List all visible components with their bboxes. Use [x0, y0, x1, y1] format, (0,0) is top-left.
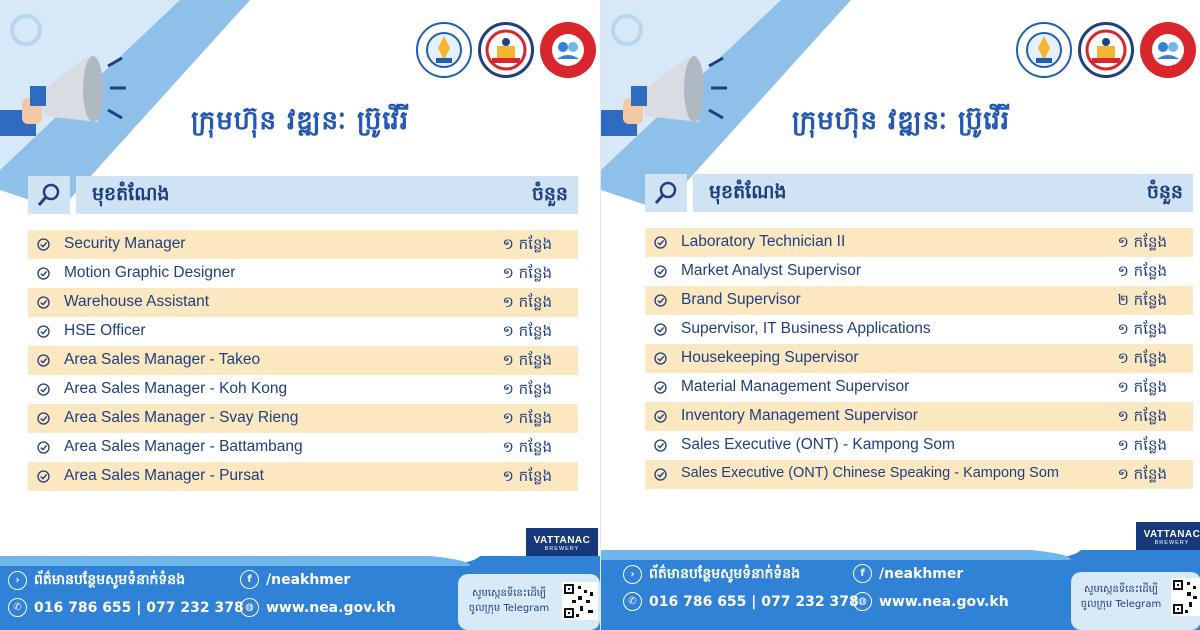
check-circle-icon — [654, 410, 667, 423]
check-circle-icon — [654, 439, 667, 452]
check-circle-icon — [654, 323, 667, 336]
nea-seal-icon — [478, 22, 534, 78]
youth-logo-icon — [1140, 22, 1196, 78]
facebook-link[interactable]: /neakhmer — [266, 571, 351, 588]
position-name: Material Management Supervisor — [681, 378, 910, 395]
youth-logo-icon — [540, 22, 596, 78]
globe-icon: ◍ — [240, 598, 259, 617]
footer — [601, 550, 1200, 630]
info-line — [623, 564, 800, 585]
ministry-seal-icon — [416, 22, 472, 78]
position-count: ១ កន្លែង — [1117, 407, 1167, 425]
list-item — [28, 404, 578, 433]
position-count: ១ កន្លែង — [1117, 320, 1167, 338]
nea-seal-icon — [1078, 22, 1134, 78]
list-item — [28, 230, 578, 259]
position-name: Security Manager — [64, 235, 186, 252]
facebook-icon: f — [240, 570, 259, 589]
check-circle-icon — [654, 381, 667, 394]
facebook-link[interactable]: /neakhmer — [879, 565, 964, 582]
vattanac-brewery-logo: VATTANAC BREWERY — [1136, 522, 1200, 558]
vattanac-brewery-logo: VATTANAC BREWERY — [526, 528, 598, 564]
facebook-icon: f — [853, 564, 872, 583]
table-header — [645, 174, 1193, 212]
job-list — [645, 228, 1193, 489]
position-name: Area Sales Manager - Svay Rieng — [64, 409, 299, 426]
phone-icon: ✆ — [8, 598, 27, 617]
arrow-right-icon: › — [8, 571, 27, 590]
position-column-header: មុខតំណែង — [709, 181, 787, 203]
check-circle-icon — [654, 294, 667, 307]
list-item — [28, 462, 578, 491]
info-label: ព័ត៌មានបន្ថែមសូមទំនាក់ទំនង — [34, 572, 186, 588]
position-name: Laboratory Technician II — [681, 233, 846, 250]
facebook-line — [240, 570, 350, 589]
check-circle-icon — [37, 412, 50, 425]
list-item — [645, 402, 1193, 431]
list-item — [645, 228, 1193, 257]
website-link[interactable]: www.nea.gov.kh — [879, 593, 1009, 610]
position-name: Inventory Management Supervisor — [681, 407, 918, 424]
list-item — [645, 286, 1193, 315]
partner-logos — [1016, 22, 1196, 78]
ministry-seal-icon — [1016, 22, 1072, 78]
position-count: ១ កន្លែង — [502, 380, 552, 398]
search-icon — [645, 174, 687, 212]
position-name: HSE Officer — [64, 322, 146, 339]
check-circle-icon — [37, 267, 50, 280]
job-list — [28, 230, 578, 491]
check-circle-icon — [654, 236, 667, 249]
position-name: Sales Executive (ONT) - Kampong Som — [681, 436, 955, 453]
list-item — [645, 460, 1193, 489]
position-name: Sales Executive (ONT) Chinese Speaking - Kampong Som — [681, 465, 1059, 481]
info-line — [8, 570, 185, 591]
list-item — [645, 257, 1193, 286]
phone-icon: ✆ — [623, 592, 642, 611]
check-circle-icon — [37, 238, 50, 251]
check-circle-icon — [37, 441, 50, 454]
phone-line — [8, 598, 244, 617]
list-item — [28, 317, 578, 346]
list-item — [645, 373, 1193, 402]
position-name: Area Sales Manager - Takeo — [64, 351, 261, 368]
info-label: ព័ត៌មានបន្ថែមសូមទំនាក់ទំនង — [649, 566, 801, 582]
position-name: Housekeeping Supervisor — [681, 349, 859, 366]
check-circle-icon — [37, 383, 50, 396]
search-icon — [28, 176, 70, 214]
check-circle-icon — [654, 468, 667, 481]
list-item — [28, 346, 578, 375]
phone-number[interactable]: 016 786 655 | 077 232 378 — [649, 593, 859, 610]
globe-icon: ◍ — [853, 592, 872, 611]
check-circle-icon — [37, 325, 50, 338]
position-count: ១ កន្លែង — [502, 293, 552, 311]
position-count: ១ កន្លែង — [502, 264, 552, 282]
check-circle-icon — [37, 470, 50, 483]
list-item — [28, 259, 578, 288]
phone-number[interactable]: 016 786 655 | 077 232 378 — [34, 599, 244, 616]
position-count: ១ កន្លែង — [1117, 262, 1167, 280]
check-circle-icon — [654, 352, 667, 365]
list-item — [28, 375, 578, 404]
position-count: ១ កន្លែង — [502, 467, 552, 485]
position-count: ១ កន្លែង — [502, 438, 552, 456]
position-count: ១ កន្លែង — [1117, 349, 1167, 367]
header-bar — [693, 174, 1193, 212]
position-count: ១ កន្លែង — [1117, 378, 1167, 396]
count-column-header: ចំនួន — [1146, 181, 1183, 203]
check-circle-icon — [37, 354, 50, 367]
position-count: ១ កន្លែង — [1117, 465, 1167, 483]
list-item — [645, 344, 1193, 373]
position-count: ១ កន្លែង — [502, 351, 552, 369]
website-line — [853, 592, 1009, 611]
check-circle-icon — [654, 265, 667, 278]
job-panel-right — [600, 0, 1200, 630]
qr-code-icon[interactable] — [562, 582, 598, 620]
facebook-line — [853, 564, 963, 583]
position-name: Area Sales Manager - Pursat — [64, 467, 264, 484]
position-name: Area Sales Manager - Koh Kong — [64, 380, 288, 397]
position-name: Market Analyst Supervisor — [681, 262, 862, 279]
website-link[interactable]: www.nea.gov.kh — [266, 599, 396, 616]
list-item — [28, 433, 578, 462]
header-bar — [76, 176, 578, 214]
partner-logos — [416, 22, 596, 78]
count-column-header: ចំនួន — [531, 183, 568, 205]
page-title: ក្រុមហ៊ុន វឌ្ឍនៈ ប្រ៊ូវើរី — [190, 106, 410, 136]
list-item — [645, 431, 1193, 460]
list-item — [645, 315, 1193, 344]
position-name: Area Sales Manager - Battambang — [64, 438, 303, 455]
position-name: Brand Supervisor — [681, 291, 801, 308]
position-name: Warehouse Assistant — [64, 293, 210, 310]
position-column-header: មុខតំណែង — [92, 183, 170, 205]
position-count: ១ កន្លែង — [1117, 233, 1167, 251]
position-name: Motion Graphic Designer — [64, 264, 236, 281]
check-circle-icon — [37, 296, 50, 309]
position-count: ២ កន្លែង — [1117, 291, 1167, 309]
qr-caption: សូមស្កេនទីនេះដើម្បី ចូលក្រុម Telegram — [468, 588, 550, 614]
page-title: ក្រុមហ៊ុន វឌ្ឍនៈ ប្រ៊ូវើរី — [791, 106, 1011, 136]
position-count: ១ កន្លែង — [502, 235, 552, 253]
position-count: ១ កន្លែង — [1117, 436, 1167, 454]
position-name: Supervisor, IT Business Applications — [681, 320, 931, 337]
footer — [0, 556, 600, 630]
list-item — [28, 288, 578, 317]
arrow-right-icon: › — [623, 565, 642, 584]
website-line — [240, 598, 396, 617]
position-count: ១ កន្លែង — [502, 322, 552, 340]
phone-line — [623, 592, 859, 611]
qr-caption: សូមស្កេនទីនេះដើម្បី ចូលក្រុម Telegram — [1080, 584, 1162, 610]
table-header — [28, 176, 578, 214]
position-count: ១ កន្លែង — [502, 409, 552, 427]
qr-code-icon[interactable] — [1171, 578, 1200, 616]
